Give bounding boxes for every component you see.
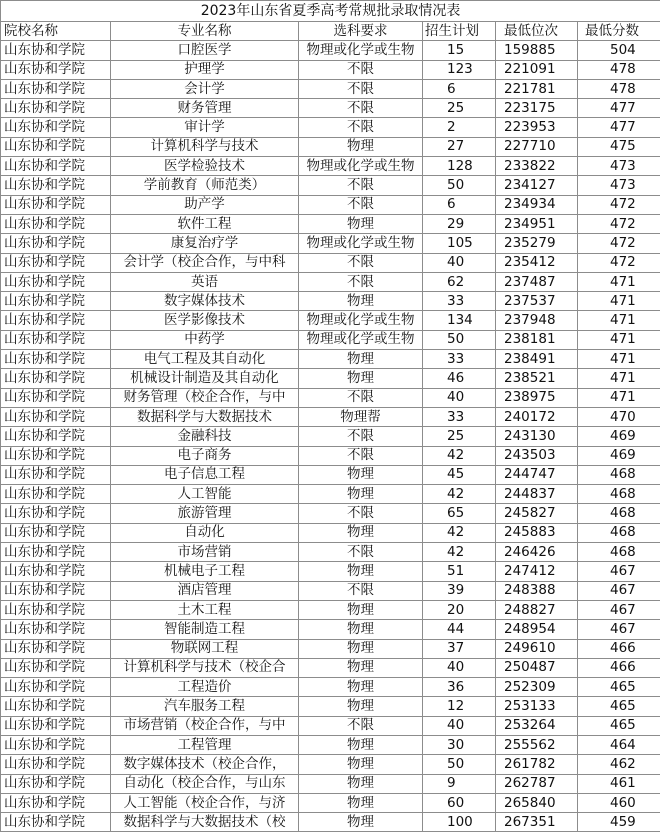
subject-req-cell[interactable]: 物理 [299,658,423,677]
school-cell[interactable]: 山东协和学院 [1,562,111,581]
min-score-cell[interactable]: 478 [578,60,660,79]
header-subject-req[interactable]: 选科要求 [299,22,423,41]
table-row [1,485,660,504]
table-row [1,639,660,658]
school-cell[interactable]: 山东协和学院 [1,446,111,465]
subject-req-cell[interactable]: 物理或化学或生物 [299,234,423,253]
min-score-cell[interactable]: 470 [578,407,660,426]
table-row [1,427,660,446]
subject-req-cell[interactable]: 物理 [299,485,423,504]
school-cell[interactable]: 山东协和学院 [1,716,111,735]
subject-req-cell[interactable]: 物理 [299,350,423,369]
min-rank-cell[interactable]: 223953 [496,118,578,137]
school-cell[interactable]: 山东协和学院 [1,234,111,253]
plan-cell[interactable]: 42 [423,446,496,465]
subject-req-cell[interactable]: 不限 [299,195,423,214]
plan-cell[interactable]: 12 [423,697,496,716]
major-cell[interactable]: 市场营销 [111,543,299,562]
major-cell[interactable]: 自动化（校企合作，与山东 [111,774,299,793]
table-row [1,60,660,79]
major-cell[interactable]: 护理学 [111,60,299,79]
table-title[interactable]: 2023年山东省夏季高考常规批录取情况表 [1,1,660,22]
subject-req-cell[interactable]: 不限 [299,504,423,523]
table-row [1,176,660,195]
major-cell[interactable]: 人工智能（校企合作，与济 [111,793,299,812]
plan-cell[interactable]: 65 [423,504,496,523]
major-cell[interactable]: 土木工程 [111,600,299,619]
subject-req-cell[interactable]: 不限 [299,176,423,195]
table-row [1,523,660,542]
subject-req-cell[interactable]: 不限 [299,60,423,79]
subject-req-cell[interactable]: 不限 [299,581,423,600]
min-score-cell[interactable]: 468 [578,485,660,504]
min-score-cell[interactable]: 467 [578,600,660,619]
min-score-cell[interactable]: 471 [578,369,660,388]
major-cell[interactable]: 机械设计制造及其自动化 [111,369,299,388]
plan-cell[interactable]: 40 [423,253,496,272]
plan-cell[interactable]: 37 [423,639,496,658]
table-row [1,330,660,349]
min-rank-cell[interactable]: 237948 [496,311,578,330]
plan-cell[interactable]: 40 [423,388,496,407]
school-cell[interactable]: 山东协和学院 [1,99,111,118]
major-cell[interactable]: 机械电子工程 [111,562,299,581]
min-rank-cell[interactable]: 245827 [496,504,578,523]
min-rank-cell[interactable]: 245883 [496,523,578,542]
min-rank-cell[interactable]: 159885 [496,41,578,60]
plan-cell[interactable]: 29 [423,214,496,233]
school-cell[interactable]: 山东协和学院 [1,678,111,697]
min-rank-cell[interactable]: 250487 [496,658,578,677]
table-row [1,118,660,137]
min-score-cell[interactable]: 478 [578,79,660,98]
min-score-cell[interactable]: 475 [578,137,660,156]
min-rank-cell[interactable]: 253264 [496,716,578,735]
school-cell[interactable]: 山东协和学院 [1,388,111,407]
subject-req-cell[interactable]: 不限 [299,253,423,272]
min-rank-cell[interactable]: 255562 [496,735,578,754]
min-rank-cell[interactable]: 234127 [496,176,578,195]
subject-req-cell[interactable]: 不限 [299,99,423,118]
school-cell[interactable]: 山东协和学院 [1,60,111,79]
plan-cell[interactable]: 40 [423,716,496,735]
subject-req-cell[interactable]: 物理帮 [299,407,423,426]
major-cell[interactable]: 旅游管理 [111,504,299,523]
subject-req-cell[interactable]: 物理 [299,793,423,812]
table-row [1,793,660,812]
table-row [1,658,660,677]
major-cell[interactable]: 电子信息工程 [111,465,299,484]
subject-req-cell[interactable]: 物理 [299,214,423,233]
min-score-cell[interactable]: 459 [578,813,660,832]
school-cell[interactable]: 山东协和学院 [1,697,111,716]
plan-cell[interactable]: 42 [423,523,496,542]
school-cell[interactable]: 山东协和学院 [1,485,111,504]
plan-cell[interactable]: 46 [423,369,496,388]
header-min-rank[interactable]: 最低位次 [496,22,578,41]
table-row [1,292,660,311]
school-cell[interactable]: 山东协和学院 [1,600,111,619]
major-cell[interactable]: 财务管理（校企合作，与中 [111,388,299,407]
min-score-cell[interactable]: 469 [578,446,660,465]
major-cell[interactable]: 智能制造工程 [111,620,299,639]
subject-req-cell[interactable]: 不限 [299,388,423,407]
major-cell[interactable]: 电气工程及其自动化 [111,350,299,369]
major-cell[interactable]: 物联网工程 [111,639,299,658]
min-rank-cell[interactable]: 235412 [496,253,578,272]
header-row [1,22,660,41]
min-score-cell[interactable]: 467 [578,620,660,639]
plan-cell[interactable]: 42 [423,543,496,562]
major-cell[interactable]: 数字媒体技术 [111,292,299,311]
plan-cell[interactable]: 50 [423,330,496,349]
subject-req-cell[interactable]: 不限 [299,427,423,446]
min-score-cell[interactable]: 472 [578,195,660,214]
table-row [1,311,660,330]
school-cell[interactable]: 山东协和学院 [1,581,111,600]
major-cell[interactable]: 数字媒体技术（校企合作， [111,755,299,774]
table-row [1,620,660,639]
min-score-cell[interactable]: 466 [578,639,660,658]
header-major[interactable]: 专业名称 [111,22,299,41]
major-cell[interactable]: 软件工程 [111,214,299,233]
plan-cell[interactable]: 105 [423,234,496,253]
min-score-cell[interactable]: 467 [578,562,660,581]
table-row [1,543,660,562]
school-cell[interactable]: 山东协和学院 [1,813,111,832]
plan-cell[interactable]: 44 [423,620,496,639]
plan-cell[interactable]: 123 [423,60,496,79]
plan-cell[interactable]: 134 [423,311,496,330]
major-cell[interactable]: 助产学 [111,195,299,214]
subject-req-cell[interactable]: 物理 [299,137,423,156]
min-rank-cell[interactable]: 244747 [496,465,578,484]
plan-cell[interactable]: 100 [423,813,496,832]
min-score-cell[interactable]: 472 [578,234,660,253]
min-rank-cell[interactable]: 234934 [496,195,578,214]
min-rank-cell[interactable]: 238521 [496,369,578,388]
school-cell[interactable]: 山东协和学院 [1,774,111,793]
min-rank-cell[interactable]: 248827 [496,600,578,619]
min-score-cell[interactable]: 471 [578,272,660,291]
table-row [1,99,660,118]
table-row [1,697,660,716]
table-row [1,41,660,60]
major-cell[interactable]: 计算机科学与技术（校企合 [111,658,299,677]
major-cell[interactable]: 口腔医学 [111,41,299,60]
table-row [1,735,660,754]
min-score-cell[interactable]: 469 [578,427,660,446]
subject-req-cell[interactable]: 物理 [299,600,423,619]
subject-req-cell[interactable]: 不限 [299,118,423,137]
school-cell[interactable]: 山东协和学院 [1,253,111,272]
subject-req-cell[interactable]: 物理 [299,620,423,639]
subject-req-cell[interactable]: 物理 [299,639,423,658]
table-row [1,369,660,388]
school-cell[interactable]: 山东协和学院 [1,369,111,388]
plan-cell[interactable]: 39 [423,581,496,600]
table-row [1,755,660,774]
major-cell[interactable]: 中药学 [111,330,299,349]
subject-req-cell[interactable]: 物理 [299,755,423,774]
min-rank-cell[interactable]: 244837 [496,485,578,504]
min-rank-cell[interactable]: 221781 [496,79,578,98]
subject-req-cell[interactable]: 物理 [299,735,423,754]
min-rank-cell[interactable]: 235279 [496,234,578,253]
min-rank-cell[interactable]: 248388 [496,581,578,600]
min-rank-cell[interactable]: 267351 [496,813,578,832]
major-cell[interactable]: 财务管理 [111,99,299,118]
school-cell[interactable]: 山东协和学院 [1,543,111,562]
plan-cell[interactable]: 25 [423,427,496,446]
min-score-cell[interactable]: 473 [578,157,660,176]
school-cell[interactable]: 山东协和学院 [1,176,111,195]
school-cell[interactable]: 山东协和学院 [1,41,111,60]
major-cell[interactable]: 工程管理 [111,735,299,754]
subject-req-cell[interactable]: 物理 [299,523,423,542]
min-rank-cell[interactable]: 247412 [496,562,578,581]
school-cell[interactable]: 山东协和学院 [1,793,111,812]
min-score-cell[interactable]: 471 [578,311,660,330]
min-score-cell[interactable]: 504 [578,41,660,60]
min-score-cell[interactable]: 467 [578,581,660,600]
table-row [1,504,660,523]
table-row [1,465,660,484]
table-row [1,79,660,98]
plan-cell[interactable]: 60 [423,793,496,812]
plan-cell[interactable]: 15 [423,41,496,60]
school-cell[interactable]: 山东协和学院 [1,292,111,311]
plan-cell[interactable]: 33 [423,292,496,311]
min-rank-cell[interactable]: 243503 [496,446,578,465]
major-cell[interactable]: 自动化 [111,523,299,542]
major-cell[interactable]: 人工智能 [111,485,299,504]
header-plan[interactable]: 招生计划 [423,22,496,41]
school-cell[interactable]: 山东协和学院 [1,195,111,214]
table-row [1,272,660,291]
plan-cell[interactable]: 9 [423,774,496,793]
header-min-score[interactable]: 最低分数 [578,22,660,41]
school-cell[interactable]: 山东协和学院 [1,350,111,369]
min-score-cell[interactable]: 471 [578,330,660,349]
subject-req-cell[interactable]: 物理 [299,774,423,793]
plan-cell[interactable]: 33 [423,350,496,369]
major-cell[interactable]: 审计学 [111,118,299,137]
school-cell[interactable]: 山东协和学院 [1,272,111,291]
min-score-cell[interactable]: 465 [578,678,660,697]
school-cell[interactable]: 山东协和学院 [1,523,111,542]
min-rank-cell[interactable]: 253133 [496,697,578,716]
min-rank-cell[interactable]: 243130 [496,427,578,446]
min-score-cell[interactable]: 460 [578,793,660,812]
school-cell[interactable]: 山东协和学院 [1,311,111,330]
subject-req-cell[interactable]: 物理 [299,465,423,484]
min-score-cell[interactable]: 471 [578,350,660,369]
plan-cell[interactable]: 50 [423,755,496,774]
min-score-cell[interactable]: 466 [578,658,660,677]
min-score-cell[interactable]: 465 [578,716,660,735]
plan-cell[interactable]: 128 [423,157,496,176]
min-rank-cell[interactable]: 238975 [496,388,578,407]
min-rank-cell[interactable]: 237537 [496,292,578,311]
major-cell[interactable]: 计算机科学与技术 [111,137,299,156]
min-score-cell[interactable]: 477 [578,99,660,118]
min-score-cell[interactable]: 477 [578,118,660,137]
major-cell[interactable]: 金融科技 [111,427,299,446]
school-cell[interactable]: 山东协和学院 [1,118,111,137]
major-cell[interactable]: 酒店管理 [111,581,299,600]
subject-req-cell[interactable]: 物理或化学或生物 [299,311,423,330]
header-school[interactable]: 院校名称 [1,22,111,41]
table-row [1,581,660,600]
min-score-cell[interactable]: 471 [578,388,660,407]
major-cell[interactable]: 医学检验技术 [111,157,299,176]
min-score-cell[interactable]: 462 [578,755,660,774]
min-score-cell[interactable]: 472 [578,214,660,233]
school-cell[interactable]: 山东协和学院 [1,330,111,349]
min-score-cell[interactable]: 468 [578,543,660,562]
table-row [1,562,660,581]
plan-cell[interactable]: 27 [423,137,496,156]
major-cell[interactable]: 市场营销（校企合作，与中 [111,716,299,735]
school-cell[interactable]: 山东协和学院 [1,755,111,774]
subject-req-cell[interactable]: 不限 [299,272,423,291]
table-row [1,600,660,619]
subject-req-cell[interactable]: 物理或化学或生物 [299,41,423,60]
major-cell[interactable]: 数据科学与大数据技术（校 [111,813,299,832]
school-cell[interactable]: 山东协和学院 [1,407,111,426]
min-score-cell[interactable]: 468 [578,465,660,484]
table-row [1,253,660,272]
major-cell[interactable]: 英语 [111,272,299,291]
subject-req-cell[interactable]: 不限 [299,716,423,735]
school-cell[interactable]: 山东协和学院 [1,504,111,523]
major-cell[interactable]: 医学影像技术 [111,311,299,330]
plan-cell[interactable]: 6 [423,79,496,98]
table-row [1,813,660,832]
table-row [1,716,660,735]
school-cell[interactable]: 山东协和学院 [1,735,111,754]
major-cell[interactable]: 学前教育（师范类） [111,176,299,195]
subject-req-cell[interactable]: 物理 [299,678,423,697]
plan-cell[interactable]: 20 [423,600,496,619]
table-row [1,407,660,426]
min-rank-cell[interactable]: 248954 [496,620,578,639]
major-cell[interactable]: 电子商务 [111,446,299,465]
plan-cell[interactable]: 51 [423,562,496,581]
min-rank-cell[interactable]: 234951 [496,214,578,233]
min-score-cell[interactable]: 468 [578,504,660,523]
subject-req-cell[interactable]: 物理或化学或生物 [299,157,423,176]
plan-cell[interactable]: 33 [423,407,496,426]
subject-req-cell[interactable]: 不限 [299,543,423,562]
school-cell[interactable]: 山东协和学院 [1,465,111,484]
min-rank-cell[interactable]: 221091 [496,60,578,79]
min-score-cell[interactable]: 473 [578,176,660,195]
min-rank-cell[interactable]: 237487 [496,272,578,291]
subject-req-cell[interactable]: 不限 [299,79,423,98]
plan-cell[interactable]: 42 [423,485,496,504]
min-score-cell[interactable]: 461 [578,774,660,793]
major-cell[interactable]: 会计学（校企合作，与中科 [111,253,299,272]
min-rank-cell[interactable]: 227710 [496,137,578,156]
table-row [1,446,660,465]
table-row [1,388,660,407]
school-cell[interactable]: 山东协和学院 [1,137,111,156]
min-score-cell[interactable]: 468 [578,523,660,542]
plan-cell[interactable]: 45 [423,465,496,484]
plan-cell[interactable]: 6 [423,195,496,214]
min-rank-cell[interactable]: 262787 [496,774,578,793]
school-cell[interactable]: 山东协和学院 [1,427,111,446]
plan-cell[interactable]: 36 [423,678,496,697]
school-cell[interactable]: 山东协和学院 [1,79,111,98]
subject-req-cell[interactable]: 物理 [299,562,423,581]
plan-cell[interactable]: 50 [423,176,496,195]
table-row [1,214,660,233]
plan-cell[interactable]: 62 [423,272,496,291]
major-cell[interactable]: 数据科学与大数据技术 [111,407,299,426]
plan-cell[interactable]: 30 [423,735,496,754]
school-cell[interactable]: 山东协和学院 [1,620,111,639]
min-score-cell[interactable]: 465 [578,697,660,716]
major-cell[interactable]: 汽车服务工程 [111,697,299,716]
min-rank-cell[interactable]: 246426 [496,543,578,562]
table-row [1,137,660,156]
major-cell[interactable]: 会计学 [111,79,299,98]
min-rank-cell[interactable]: 238181 [496,330,578,349]
plan-cell[interactable]: 25 [423,99,496,118]
table-row [1,774,660,793]
subject-req-cell[interactable]: 物理 [299,813,423,832]
table-row [1,678,660,697]
major-cell[interactable]: 工程造价 [111,678,299,697]
min-rank-cell[interactable]: 265840 [496,793,578,812]
table-row [1,157,660,176]
subject-req-cell[interactable]: 物理 [299,369,423,388]
title-row [1,1,660,22]
min-score-cell[interactable]: 464 [578,735,660,754]
subject-req-cell[interactable]: 物理 [299,292,423,311]
min-score-cell[interactable]: 471 [578,292,660,311]
school-cell[interactable]: 山东协和学院 [1,157,111,176]
table-row [1,234,660,253]
min-rank-cell[interactable]: 240172 [496,407,578,426]
min-score-cell[interactable]: 472 [578,253,660,272]
plan-cell[interactable]: 2 [423,118,496,137]
min-rank-cell[interactable]: 261782 [496,755,578,774]
table-row [1,195,660,214]
major-cell[interactable]: 康复治疗学 [111,234,299,253]
min-rank-cell[interactable]: 233822 [496,157,578,176]
min-rank-cell[interactable]: 252309 [496,678,578,697]
min-rank-cell[interactable]: 249610 [496,639,578,658]
school-cell[interactable]: 山东协和学院 [1,658,111,677]
subject-req-cell[interactable]: 物理 [299,697,423,716]
plan-cell[interactable]: 40 [423,658,496,677]
subject-req-cell[interactable]: 不限 [299,446,423,465]
school-cell[interactable]: 山东协和学院 [1,639,111,658]
subject-req-cell[interactable]: 物理或化学或生物 [299,330,423,349]
table-row [1,350,660,369]
min-rank-cell[interactable]: 223175 [496,99,578,118]
school-cell[interactable]: 山东协和学院 [1,214,111,233]
min-rank-cell[interactable]: 238491 [496,350,578,369]
